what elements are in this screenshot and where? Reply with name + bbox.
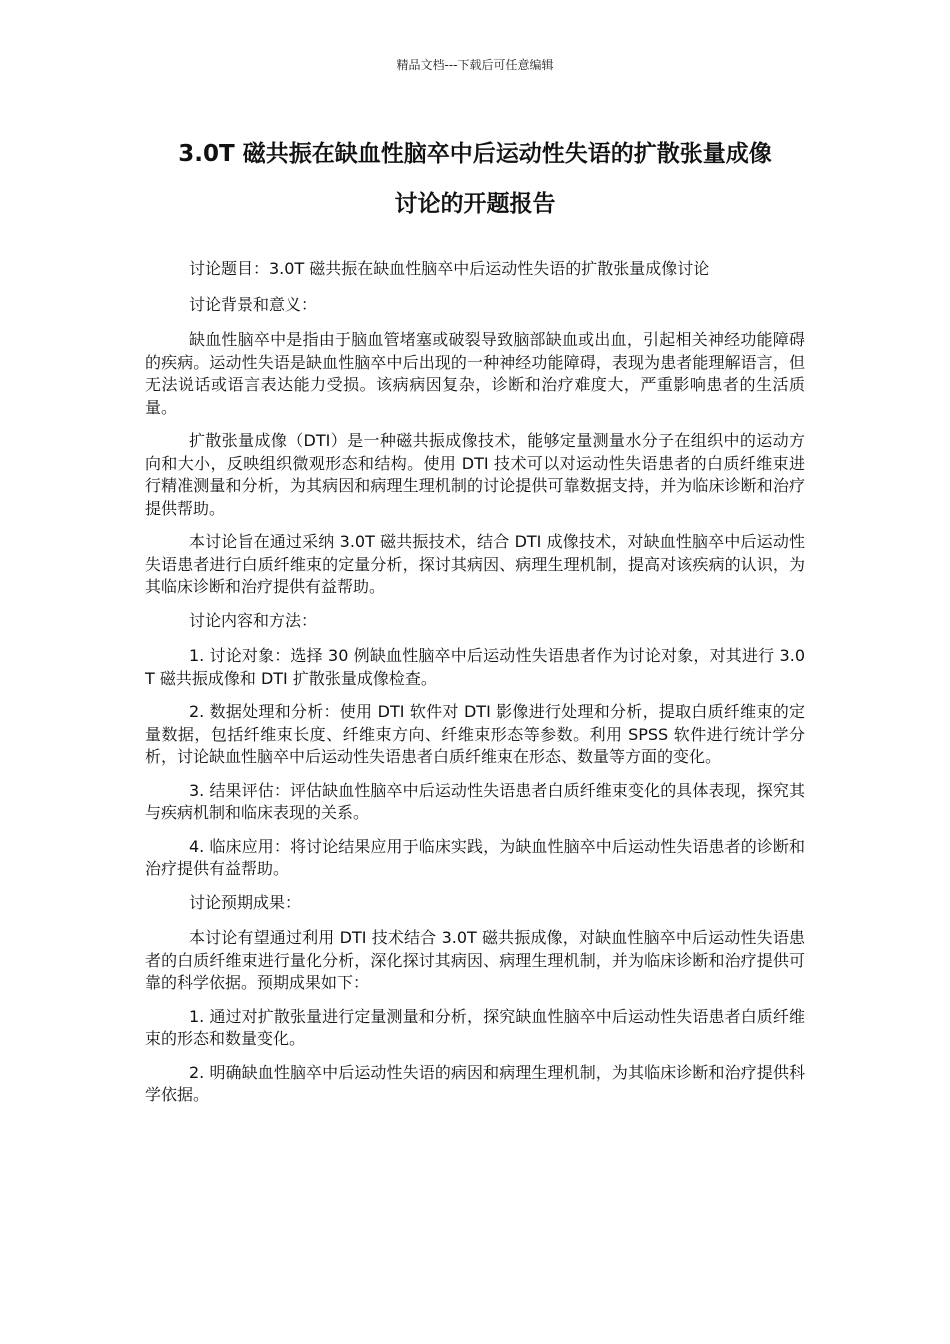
document-body: [145, 258, 805, 1118]
section-heading-background: 讨论背景和意义：: [189, 294, 318, 314]
paragraph-method-2: 2. 数据处理和分析：使用 DTI 软件对 DTI 影像进行处理和分析，提取白质纤维束的定量数据，包括纤维束长度、纤维束方向、纤维束形态等参数。利用 SPSS 软件进行统计学分析，讨论缺血性脑卒中后运动性失语患者白质纤维束在形态、数量等方面的变化。: [145, 702, 805, 766]
document-title-line-1: 3.0T 磁共振在缺血性脑卒中后运动性失语的扩散张量成像: [178, 141, 772, 167]
section-heading-methods: 讨论内容和方法：: [189, 610, 318, 630]
paragraph-topic: 讨论题目：3.0T 磁共振在缺血性脑卒中后运动性失语的扩散张量成像讨论: [189, 259, 710, 278]
paragraph-outcomes-intro: 本讨论有望通过利用 DTI 技术结合 3.0T 磁共振成像，对缺血性脑卒中后运动性失语患者的白质纤维束进行量化分析，深化探讨其病因、病理生理机制，并为临床诊断和治疗提供可靠的科学依据。预期成果如下：: [145, 928, 805, 992]
paragraph-background-3: 本讨论旨在通过采纳 3.0T 磁共振技术，结合 DTI 成像技术，对缺血性脑卒中后运动性失语患者进行白质纤维束的定量分析，探讨其病因、病理生理机制，提高对该疾病的认识，为其临床诊断和治疗提供有益帮助。: [145, 532, 805, 596]
paragraph-background-2: 扩散张量成像（DTI）是一种磁共振成像技术，能够定量测量水分子在组织中的运动方向和大小，反映组织微观形态和结构。使用 DTI 技术可以对运动性失语患者的白质纤维束进行精准测量和分析，为其病因和病理生理机制的讨论提供可靠数据支持，并为临床诊断和治疗提供帮助。: [145, 431, 805, 518]
paragraph-background-1: 缺血性脑卒中是指由于脑血管堵塞或破裂导致脑部缺血或出血，引起相关神经功能障碍的疾病。运动性失语是缺血性脑卒中后出现的一种神经功能障碍，表现为患者能理解语言，但无法说话或语言表达能力受损。该病病因复杂，诊断和治疗难度大，严重影响患者的生活质量。: [145, 330, 805, 417]
paragraph-method-1: 1. 讨论对象：选择 30 例缺血性脑卒中后运动性失语患者作为讨论对象，对其进行 3.0T 磁共振成像和 DTI 扩散张量成像检查。: [145, 646, 805, 688]
document-title-line-2: 讨论的开题报告: [394, 191, 556, 217]
paragraph-outcome-1: 1. 通过对扩散张量进行定量测量和分析，探究缺血性脑卒中后运动性失语患者白质纤维束的形态和数量变化。: [145, 1006, 805, 1048]
paragraph-method-3: 3. 结果评估：评估缺血性脑卒中后运动性失语患者白质纤维束变化的具体表现，探究其与疾病机制和临床表现的关系。: [145, 780, 805, 822]
section-heading-outcomes: 讨论预期成果：: [189, 892, 302, 912]
header-note: 精品文档---下载后可任意编辑: [396, 58, 554, 72]
paragraph-outcome-2: 2. 明确缺血性脑卒中后运动性失语的病因和病理生理机制，为其临床诊断和治疗提供科学依据。: [145, 1062, 805, 1104]
paragraph-method-4: 4. 临床应用：将讨论结果应用于临床实践，为缺血性脑卒中后运动性失语患者的诊断和治疗提供有益帮助。: [145, 836, 805, 878]
